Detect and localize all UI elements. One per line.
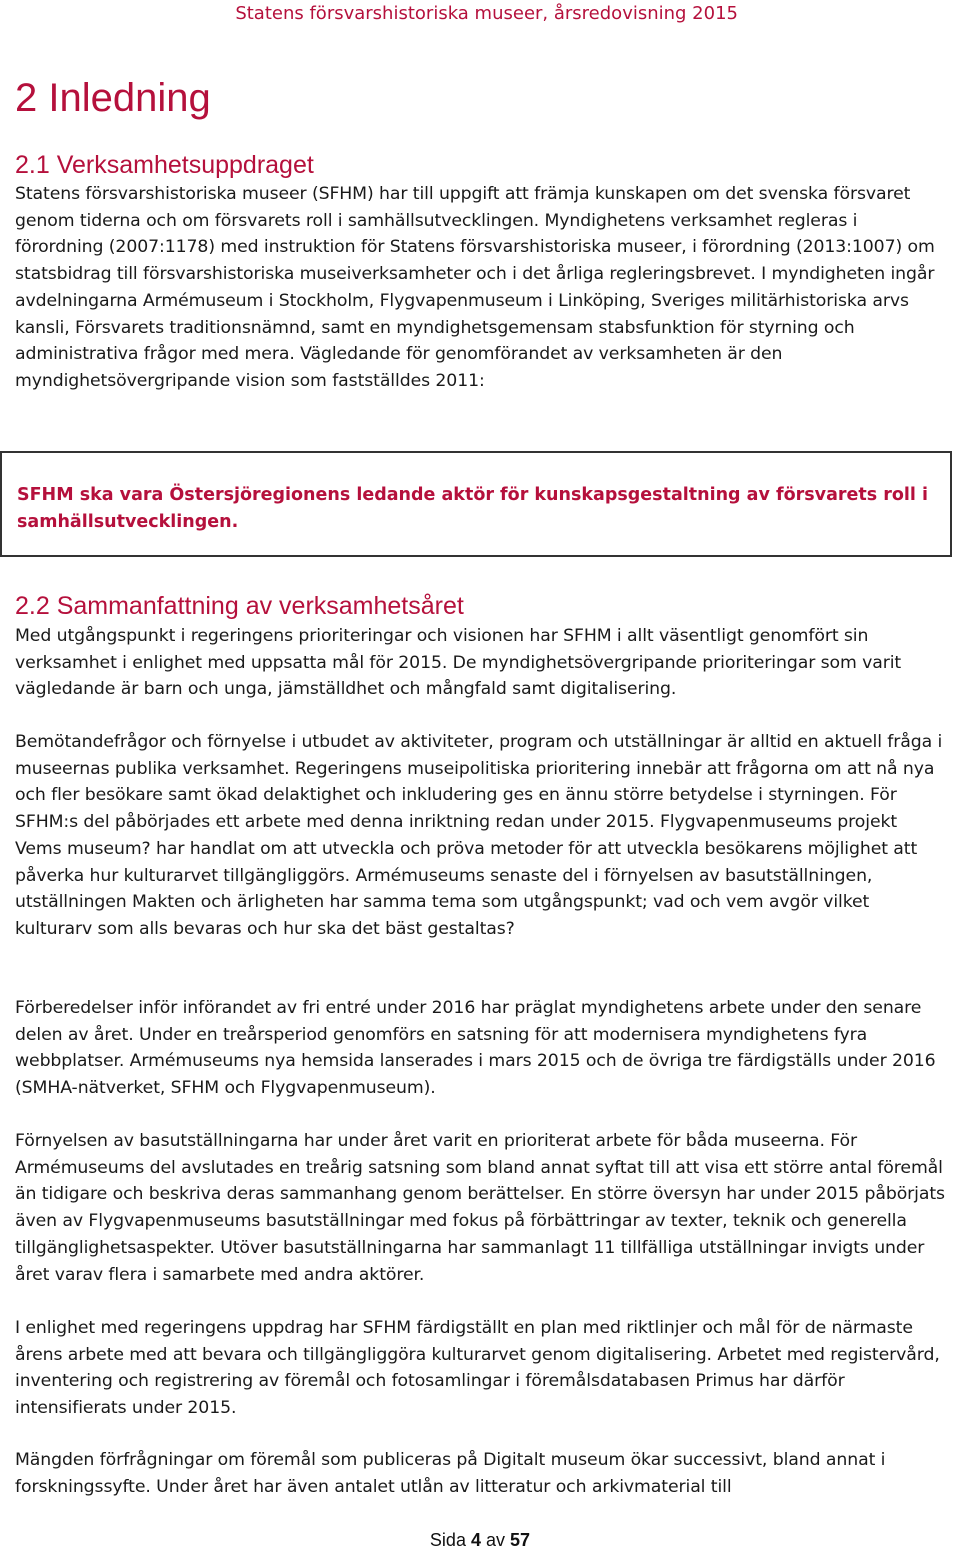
section-heading-verksamhetsuppdraget: 2.1 Verksamhetsuppdraget [15,151,314,179]
section-paragraph: Förberedelser inför införandet av fri entré under 2016 har präglat myndighetens arbete under den senare delen av året. Under en treårsperiod genomförs en satsning för att modernisera myndighetens fyra webbplatser. Armémuseums nya hemsida lanserades i mars 2015 och de övriga tre färdigställs under 2016 (SMHA-nätverket, SFHM och Flygvapenmuseum). [15,998,936,1099]
section-paragraph: Bemötandefrågor och förnyelse i utbudet av aktiviteter, program och utställningar är alltid en aktuell fråga i museernas publika verksamhet. Regeringens museipolitiska prioritering innebär att frågorna om att nå nya och fler besökare samt ökad delaktighet och inkludering ges en ännu större betydelse i styrningen. För SFHM:s del påbörjades ett arbete med denna inriktning redan under 2015. Flygvapenmuseums projekt Vems museum? har handlat om att utveckla och pröva metoder för att utveckla besökarens möjlighet att påverka hur kulturarvet tillgängliggörs. Armémuseums senaste del i förnyelsen av basutställningen, utställningen Makten och ärligheten har samma tema som utgångspunkt; vad och vem avgör vilket kulturarv som alls bevaras och hur ska det bäst gestaltas? [15,732,943,939]
total-page-count: 57 [510,1530,531,1550]
page-footer [0,1530,960,1551]
vision-box [0,451,952,557]
section-paragraph: I enlighet med regeringens uppdrag har SFHM färdigställt en plan med riktlinjer och mål för de närmaste årens arbete med att bevara och tillgängliggöra kulturarvet genom digitalisering. Arbetet med registervård, inventering och registrering av föremål och fotosamlingar i föremålsdatabasen Primus har därför intensifierats under 2015. [15,1318,940,1419]
current-page-number: 4 [470,1530,481,1550]
running-header: Statens försvarshistoriska museer, årsredovisning 2015 [235,3,738,24]
section-paragraph: Förnyelsen av basutställningarna har under året varit en prioriterat arbete för båda museerna. För Armémuseums del avslutades en treårig satsning som bland annat syftat till att visa ett större antal föremål än tidigare och beskriva deras sammanhang genom berättelser. En större översyn har under 2015 påbörjats även av Flygvapenmuseums basutställningar med fokus på förbättringar av texter, teknik och generella tillgänglighetsaspekter. Utöver basutställningarna har sammanlagt 11 tillfälliga utställningar invigts under året varav flera i samarbete med andra aktörer. [15,1131,945,1285]
section-paragraph: Med utgångspunkt i regeringens prioriteringar och visionen har SFHM i allt väsentligt genomfört sin verksamhet i enlighet med uppsatta mål för 2015. De myndighetsövergripande prioriteringar som varit vägledande är barn och unga, jämställdhet och mångfald samt digitalisering. [15,626,902,700]
page-label: Sida [429,1530,466,1550]
section-paragraph: Mängden förfrågningar om föremål som publiceras på Digitalt museum ökar successivt, bland annat i forskningssyfte. Under året har även antalet utlån av litteratur och arkivmaterial till [15,1450,886,1497]
page-separator: av [486,1530,506,1550]
section-heading-sammanfattning: 2.2 Sammanfattning av verksamhetsåret [15,592,464,620]
vision-statement: SFHM ska vara Östersjöregionens ledande aktör för kunskapsgestaltning av försvarets roll i samhällsutvecklingen. [17,485,928,532]
chapter-title: 2 Inledning [15,76,211,120]
section-paragraph: Statens försvarshistoriska museer (SFHM) har till uppgift att främja kunskapen om det svenska försvaret genom tiderna och om försvarets roll i samhällsutvecklingen. Myndighetens verksamhet regleras i förordning (2007:1178) med instruktion för Statens försvarshistoriska museer, i förordning (2013:1007) om statsbidrag till försvarshistoriska museiverksamheter och i det årliga regleringsbrevet. I myndigheten ingår avdelningarna Armémuseum i Stockholm, Flygvapenmuseum i Linköping, Sveriges militärhistoriska arvs kansli, Försvarets traditionsnämnd, samt en myndighetsgemensam stabsfunktion för styrning och administrativa frågor med mera. Vägledande för genomförandet av verksamheten är den myndighetsövergripande vision som fastställdes 2011: [15,184,935,391]
